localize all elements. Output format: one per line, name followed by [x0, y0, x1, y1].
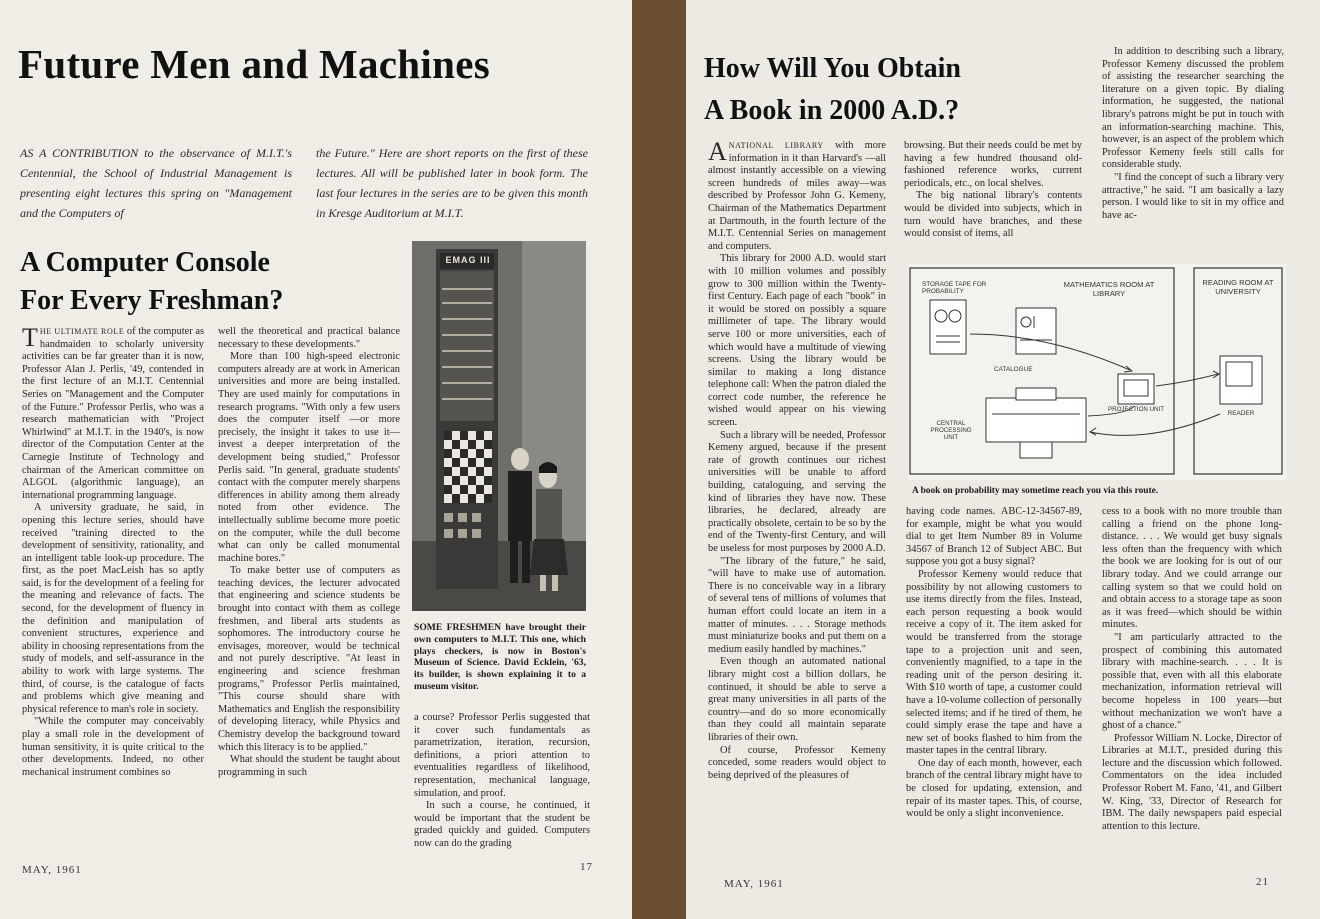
emag-computer-photo — [412, 241, 586, 611]
paragraph: having code names. ABC-12-34567-89, for example, might be what you would dial to get Item Number 89 in Volume 34567 of Branch 12 of Subject ABC. But suppose you got a busy signal? — [906, 506, 1082, 568]
paragraph: Professor William N. Locke, Director of Libraries at M.I.T., presided during this lecture and the discussion which followed. Commentators on the idea included Professor Robert M. Fano, '41, and Gilbert W. King, '33, Director of Research for IBM. The daily newspapers paid especial attention to this lecture. — [1102, 732, 1282, 832]
paragraph: Such a library will be needed, Professor Kemeny argued, because if the present rate of growth continues our richest universities will be unable to afford building, cataloguing, and serving the kind of libraries they have now. These libraries, he declared, already are practically obsolete, certain to be so by the end of the Twenty-first Century, and will be useless for most purposes by 2000 A.D. — [708, 429, 886, 554]
article-column-1 — [708, 137, 886, 782]
lead-small-caps: NATIONAL LIBRARY — [728, 141, 824, 150]
page-number: 17 — [580, 861, 593, 873]
paragraph-text: with more information in it than Harvard's —all almost instantly accessible on a viewing screen hundreds of miles away—was described by Professor John G. Kemeny, Chairman of the Mathematics Department at Dartmouth, in the fourth lecture of the M.I.T. Centennial Series on management and computers. — [708, 140, 886, 252]
right-page — [686, 0, 1320, 919]
article-column-2-top — [904, 140, 1082, 241]
paragraph: Of course, Professor Kemeny conceded, some readers would object to being deprived of the pleasures of — [708, 744, 886, 781]
paragraph — [22, 323, 204, 502]
paragraph: To make better use of computers as teaching devices, the lecturer advocated that engineering and science students be brought into contact with them as college freshmen, and liberal arts students as sophomores. The introductory course he envisages, moreover, would be technical and not purely descriptive. "At least in engineering and science freshman programs," Professor Perlis maintained, "This course should share with Mathematics and English the responsibility of developing literacy, while Physics and Chemistry develop the background toward which this literacy is to be applied." — [218, 565, 400, 753]
drop-cap: A — [708, 137, 727, 166]
paragraph: Even though an automated national library might cost a billion dollars, he continued, it should be able to serve a great many universities in all parts of the country—and do so more economically than they could all maintain separate libraries of their own. — [708, 656, 886, 743]
article-column-3-top — [1102, 46, 1284, 222]
library-route-diagram — [908, 264, 1286, 480]
paragraph: This library for 2000 A.D. would start with 10 million volumes and possibly grow to 300 million within the Twenty-first Century. Each page of each "book" in it would be stored on possibly a square millimeter of tape. The library would serve 100 or more universities, each of which would have a multitude of viewing screens. Using the library would be similar to making a long distance telephone call: When the patron dialed the correct code number, the reference he wished would appear on his viewing screen. — [708, 253, 886, 429]
paragraph: In addition to describing such a library, Professor Kemeny discussed the problem of assisting the researcher searching the literature on a given topic. By dialing information, he suggested, the national library's patrons might be put in touch with an information-searching machine. This, however, is an aspect of the problem which Professor Kemeny feels still calls for considerable study. — [1102, 46, 1284, 171]
paragraph: browsing. But their needs could be met by having a few hundred thousand old-fashioned reference works, current periodicals, etc., on local shelves. — [904, 140, 1082, 189]
page-headline: Future Men and Machines — [18, 41, 490, 87]
drop-cap: T — [22, 323, 38, 352]
article-title — [20, 244, 283, 320]
diagram-label-storage: STORAGE TAPE FOR PROBABILITY — [922, 281, 987, 295]
paragraph: well the theoretical and practical balance necessary to these developments." — [218, 326, 400, 350]
paragraph: The big national library's contents would be divided into subjects, which in turn would have branches, and these would consist of items, all — [904, 190, 1082, 240]
diagram-caption: A book on probability may sometime reach you via this route. — [912, 486, 1159, 496]
paragraph: A university graduate, he said, in opening this lecture series, should have received "training directed to the development of sensitivity, rationality, and an intelligent table look-up procedure. The first, as the poet MacLeish has so aptly said, is for the development of a feeling for the meaning and relevance of facts. The second, for the development of fluency in the definition and manipulation of convenient structures, experience and ability in choosing representations from the study of models, and self-assurance in the ability to work with large systems. The third, of course, is the catalogue of facts and problems which give meaning and physical reference to man's role in society. — [22, 502, 204, 715]
lead-small-caps: HE ULTIMATE ROLE — [39, 327, 125, 336]
article-column-3-bottom — [1102, 506, 1282, 833]
paragraph — [708, 137, 886, 253]
article-column-1 — [22, 323, 204, 779]
paragraph-text: of the computer as handmaiden to scholarly university activities can be far greater than it is now, Professor Alan J. Perlis, '49, contended in the first lecture of an M.I.T. Centennial Series on "Management and the Computer of the Future." Professor Perlis, who was a research mathematician with "Project Whirlwind" at M.I.T. in the 1940's, is now director of the Computation Center at the Carnegie Institute of Technology and chairman of the American committee on ALGOL (algorithmic language), an international programming language. — [22, 326, 204, 501]
page-headline — [704, 48, 961, 132]
intro-column-1: AS A CONTRIBUTION to the observance of M.I.T.'s Centennial, the School of Industrial Management is presenting eight lectures this spring on "Management and the Computers of — [20, 146, 292, 220]
diagram-label-math-room: MATHEMATICS ROOM AT LIBRARY — [1063, 280, 1155, 298]
photo-sign-label: EMAG III — [445, 255, 491, 265]
diagram-label-catalogue: CATALOGUE — [994, 366, 1033, 373]
paragraph: In such a course, he continued, it would be important that the student be graded quickly and guided. Computers now can do the grading — [414, 800, 590, 849]
paragraph: One day of each month, however, each branch of the central library might have to be closed for updating, extension, and repair of its master tapes. This, of course, would be only a slight inconvenience. — [906, 757, 1082, 820]
article-title-line-1: A Computer Console — [20, 247, 270, 278]
article-column-2 — [218, 326, 400, 779]
photo-illustration — [412, 241, 586, 611]
headline-line-2: A Book in 2000 A.D.? — [704, 95, 960, 126]
paragraph: "I find the concept of such a library very attractive," he said. "I am basically a lazy person. I would like to sit in my office and have ac- — [1102, 171, 1284, 221]
headline-line-1: How Will You Obtain — [704, 53, 962, 84]
footer-date: MAY, 1961 — [22, 864, 82, 876]
page-number: 21 — [1256, 876, 1269, 888]
article-column-3 — [414, 712, 590, 851]
diagram-label-cpu: CENTRAL PROCESSING UNIT — [930, 420, 972, 441]
diagram-label-projection: PROJECTION UNIT — [1107, 406, 1165, 413]
paragraph: "The library of the future," he said, "will have to make use of automation. There is no conceivable way in a library of several tens of millions of volumes that human effort could locate an item in a matter of minutes. . . . Storage methods must miniaturize books and put them on a medium easily handled by machines." — [708, 555, 886, 655]
paragraph: More than 100 high-speed electronic computers already are at work in American universities and more are being installed. They are used mainly for computations in research programs. "With only a few users does the computer itself —or more precisely, the insight it takes to use it—invest a deeper interpretation of the development being studied," Professor Perlis said. "In general, graduate students' contact with the computer merely sharpens differences in ability among them already noted from other evidence. The intellectually sublime become more poetic on the computer, while the dull become what can only be called monumental machine bores." — [218, 351, 400, 564]
photo-caption: SOME FRESHMEN have brought their own computers to M.I.T. This one, which plays checkers, is now in Boston's Museum of Science. David Ecklein, '63, its builder, is shown explaining it to a museum visitor. — [414, 622, 586, 692]
article-column-2-bottom — [906, 506, 1082, 821]
paragraph: Professor Kemeny would reduce that possibility by not allowing customers to use items directly from the files. Instead, each person requesting a book would receive a copy of it. The item asked for would be transferred from the storage tape to a projection unit and seen, conveniently magnified, to a tape in the reading unit of the person desiring it. With $10 worth of tape, a customer could have a 10-volume collection of personally selected items; and if he tired of them, he could simply erase the tape and have a new set of books flashed to him from the master tapes in the central library. — [906, 568, 1082, 757]
paragraph: cess to a book with no more trouble than calling a friend on the phone long-distance. . . . We would get busy signals less often than the frequency with which the book we are looking for is out of our library today. And we could arrange our calling system so that we could hold on and obtain access to a storage tape as soon as it was freed—which should be within minutes. — [1102, 506, 1282, 631]
book-gutter — [632, 0, 686, 919]
paragraph: What should the student be taught about programming in such — [218, 754, 400, 778]
article-title-line-2: For Every Freshman? — [20, 285, 284, 316]
intro-column-2: the Future." Here are short reports on the first of these lectures. All will be published later in book form. The last four lectures in the series are to be given this month in Kresge Auditorium at M.I.T. — [316, 146, 588, 220]
paragraph: a course? Professor Perlis suggested that it cover such fundamentals as parametrization, iteration, recursion, definitions, a priori attention to eventualities regardless of likelihood, representation, mechanical language, simulation, and proof. — [414, 712, 590, 799]
left-page — [0, 0, 632, 919]
footer-date: MAY, 1961 — [724, 878, 784, 890]
paragraph: "I am particularly attracted to the prospect of combining this automated library with machine-search. . . . It is possible that, even with all this elaborate mechanization, information retrieval will become hopeless in 100 years—but without mechanization we won't have a ghost of a chance." — [1102, 631, 1282, 732]
diagram-label-reading-room: READING ROOM AT UNIVERSITY — [1202, 278, 1274, 296]
diagram-label-reader: READER — [1227, 410, 1255, 417]
paragraph: "While the computer may conceivably play a small role in the development of human sensitivity, it is quite critical to the other developments. Indeed, no other mechanical instrument combines so — [22, 716, 204, 778]
